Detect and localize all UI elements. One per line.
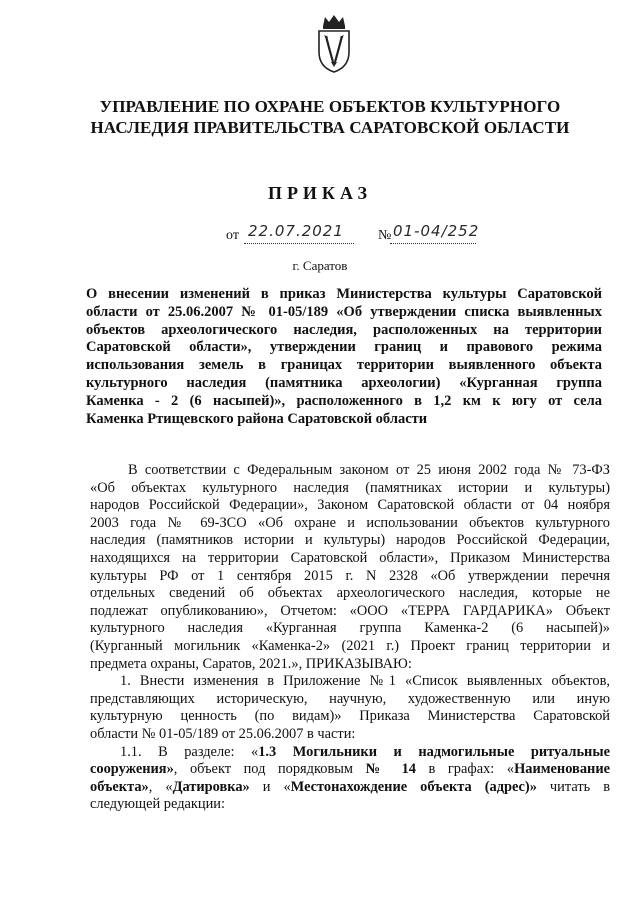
body-line: подлежат опубликованию», Отчетом: «ООО «ТЕРРА ГАРДАРИКА» Объект xyxy=(90,602,610,619)
subject-line: Саратовской области», утверждении границ и правового режима xyxy=(86,339,602,356)
clause-text: , « xyxy=(148,778,173,795)
clause-text: в графах: « xyxy=(415,761,515,778)
document-date: 22.07.2021 xyxy=(248,222,344,240)
date-underline xyxy=(244,243,354,244)
clause-column-name: Наименование xyxy=(514,761,610,778)
body-line: культурного наследия «Курганная группа Каменка-2 (6 насыпей)» xyxy=(90,620,610,637)
body-line: народов Российской Федерации», Законом Саратовской области от 04 ноября xyxy=(90,497,610,514)
clause-section-name: сооружения» xyxy=(90,761,174,778)
document-type: ПРИКАЗ xyxy=(267,183,373,203)
clause-column-name: объекта» xyxy=(90,778,149,795)
city: г. Саратов xyxy=(292,258,348,273)
organization-name-line-1: УПРАВЛЕНИЕ ПО ОХРАНЕ ОБЪЕКТОВ КУЛЬТУРНОГО xyxy=(99,97,561,116)
body-line: 1. Внести изменения в Приложение №1 «Список выявленных объектов, xyxy=(120,673,610,690)
clause-text: читать в xyxy=(536,778,611,795)
clause-text: и « xyxy=(249,778,291,795)
body-line xyxy=(90,779,610,797)
body-line xyxy=(90,761,610,779)
body-line: культурную ценность (по видам)» Приказа Министерства Саратовской xyxy=(90,708,610,725)
subject-line: Каменка - 2 (6 насыпей)», расположенного в 1,2 км к югу от села xyxy=(86,392,602,409)
number-prefix: № xyxy=(378,228,392,243)
body-line: «Об объектах культурного наследия (памятниках истории и культуры) xyxy=(90,479,610,496)
body-line: В соответствии с Федеральным законом от 25 июня 2002 года № 73-ФЗ xyxy=(128,462,610,478)
body-line: 2003 года № 69-ЗСО «Об охране и использовании объектов культурного xyxy=(90,514,610,531)
subject-line: культурного наследия (памятника археологии) «Курганная группа xyxy=(86,374,602,391)
body-line: наследия (памятников истории и культуры) народов Российской Федерации, xyxy=(90,532,610,549)
body-line: культуры РФ от 1 сентября 2015 г. N 2328 «Об утверждении перечня xyxy=(90,567,610,584)
document-number: 01-04/252 xyxy=(393,222,480,240)
date-number-line xyxy=(226,220,486,246)
clause-item-number: № 14 xyxy=(365,761,416,778)
body-line: следующей редакции: xyxy=(90,796,225,813)
subject-line: использования земель в границах территории выявленного объекта xyxy=(86,357,602,374)
subject-line: объектов археологического наследия, расположенных на территории xyxy=(86,321,602,338)
organization-name-line-2: НАСЛЕДИЯ ПРАВИТЕЛЬСТВА САРАТОВСКОЙ ОБЛАСТИ xyxy=(90,118,570,137)
organization-name xyxy=(80,96,580,138)
subject-line: Каменка Ртищевского района Саратовской области xyxy=(86,410,428,427)
clause-text: 1.1. В разделе: « xyxy=(120,743,259,760)
subject-line: О внесении изменений в приказ Министерства культуры Саратовской xyxy=(86,286,602,302)
clause-section-name: 1.3 Могильники и надмогильные ритуальные xyxy=(258,743,610,760)
order-subject xyxy=(86,286,602,428)
body-line: отдельных сведений об объектах археологического наследия, которые не xyxy=(90,585,610,602)
number-underline xyxy=(390,243,476,244)
clause-column-name: Местонахождение объекта (адрес)» xyxy=(290,778,537,795)
clause-text: , объект под порядковым xyxy=(173,761,366,778)
order-body xyxy=(90,462,610,814)
date-prefix: от xyxy=(226,228,239,243)
subject-line: области от 25.06.2007 № 01-05/189 «Об утверждении списка выявленных xyxy=(86,303,602,320)
body-line: области № 01-05/189 от 25.06.2007 в части: xyxy=(90,725,356,742)
coat-of-arms-icon xyxy=(315,12,353,74)
body-line: (Курганный могильник «Каменка-2» (2021 г.) Проект границ территории и xyxy=(90,637,610,654)
body-line xyxy=(90,744,610,762)
body-line: представляющих историческую, научную, художественную или иную xyxy=(90,690,610,707)
clause-column-name: Датировка» xyxy=(172,778,250,795)
body-line: находящихся на территории Саратовской области», Приказом Министерства xyxy=(90,549,610,566)
body-line: предмета охраны, Саратов, 2021.», ПРИКАЗЫВАЮ: xyxy=(90,655,412,672)
